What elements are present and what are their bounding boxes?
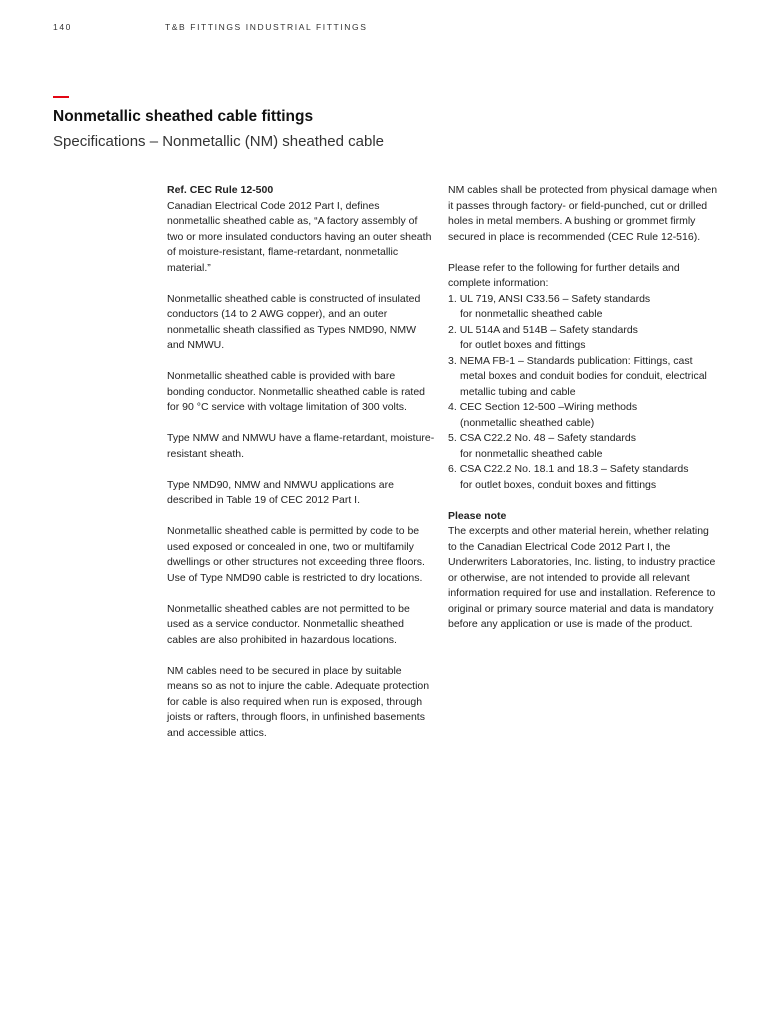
section-title: T&B FITTINGS INDUSTRIAL FITTINGS xyxy=(165,22,368,32)
paragraph: Type NMW and NMWU have a flame-retardant, moisture-resistant sheath. xyxy=(167,432,435,460)
list-item-text: UL 514A and 514B – Safety standards xyxy=(459,323,638,336)
list-item xyxy=(448,400,720,431)
list-item-continuation: for outlet boxes and fittings xyxy=(460,339,586,351)
list-number: 3. xyxy=(448,354,457,367)
list-number: 6. xyxy=(448,463,457,475)
left-column xyxy=(167,183,435,757)
paragraph: Nonmetallic sheathed cables are not permitted to be used as a service conductor. Nonmetallic sheathed cables are also prohibited in hazardous locations. xyxy=(167,602,410,646)
page-title: Nonmetallic sheathed cable fittings xyxy=(53,108,314,125)
paragraph: Nonmetallic sheathed cable is provided with bare bonding conductor. Nonmetallic sheathed cable is rated for 90 °C service with voltage limitation of 300 volts. xyxy=(167,370,425,413)
list-item-text: NEMA FB-1 – Standards publication: Fittings, cast xyxy=(459,354,693,367)
list-item xyxy=(448,462,720,493)
list-item xyxy=(448,354,720,401)
paragraph: Nonmetallic sheathed cable is permitted by code to be used exposed or concealed in one, two or multifamily dwellings or other structures not exceeding three floors. Use of Type NMD90 cable is restricted to dry locations. xyxy=(167,525,425,584)
list-number: 4. xyxy=(448,401,457,413)
list-item-continuation: for nonmetallic sheathed cable xyxy=(460,308,603,320)
rule-reference-heading: Ref. CEC Rule 12-500 xyxy=(167,184,274,196)
list-item-continuation: (nonmetallic sheathed cable) xyxy=(460,416,595,429)
page-number: 140 xyxy=(53,22,72,32)
page-subtitle: Specifications – Nonmetallic (NM) sheathed cable xyxy=(53,133,384,150)
list-item xyxy=(448,431,720,462)
paragraph: Canadian Electrical Code 2012 Part I, defines nonmetallic sheathed cable as, “A factory assembly of two or more insulated conductors having an outer sheath of moisture-resistant, flame-retardant, nonmetallic material.” xyxy=(167,199,432,274)
list-item-text: CSA C22.2 No. 18.1 and 18.3 – Safety standards xyxy=(459,463,689,475)
note-heading: Please note xyxy=(448,509,507,522)
refer-intro: Please refer to the following for further details and complete information: xyxy=(448,261,680,289)
list-item xyxy=(448,292,720,323)
paragraph: NM cables need to be secured in place by suitable means so as not to injure the cable. Adequate protection for cable is also required when run is exposed, through joists or rafters, through floors, in unfinished basements and accessible attics. xyxy=(167,664,430,739)
paragraph: Type NMD90, NMW and NMWU applications are described in Table 19 of CEC 2012 Part I. xyxy=(167,478,394,506)
protection-paragraph: NM cables shall be protected from physical damage when it passes through factory- or field-punched, cut or drilled holes in metal members. A bushing or grommet firmly secured in place is recommended (CEC Rule 12-516). xyxy=(448,184,718,243)
list-number: 5. xyxy=(448,432,457,444)
disclaimer-paragraph: The excerpts and other material herein, whether relating to the Canadian Electrical Code 2012 Part I, the Underwriters Laboratories, Inc. listing, to industry practice or otherwise, are not intended to provide all relevant information required for use and installation. Reference to original or primary source material and data is mandatory before any application or use is made of the product. xyxy=(448,525,716,630)
list-item-continuation: for outlet boxes, conduit boxes and fittings xyxy=(460,478,657,491)
list-number: 1. xyxy=(448,292,457,305)
reference-list xyxy=(448,292,720,494)
list-item-text: UL 719, ANSI C33.56 – Safety standards xyxy=(459,292,651,305)
list-item-text: CEC Section 12-500 –Wiring methods xyxy=(459,401,638,413)
paragraph: Nonmetallic sheathed cable is constructed of insulated conductors (14 to 2 AWG copper), and an outer nonmetallic sheath classified as Types NMD90, NMW and NMWU. xyxy=(167,292,421,351)
list-item xyxy=(448,323,720,354)
list-item-continuation: metal boxes and conduit bodies for conduit, electrical metallic tubing and cable xyxy=(460,370,707,398)
list-number: 2. xyxy=(448,323,457,336)
list-item-text: CSA C22.2 No. 48 – Safety standards xyxy=(459,432,636,444)
list-item-continuation: for nonmetallic sheathed cable xyxy=(460,447,603,460)
right-column xyxy=(448,183,720,648)
accent-bar xyxy=(53,96,69,98)
